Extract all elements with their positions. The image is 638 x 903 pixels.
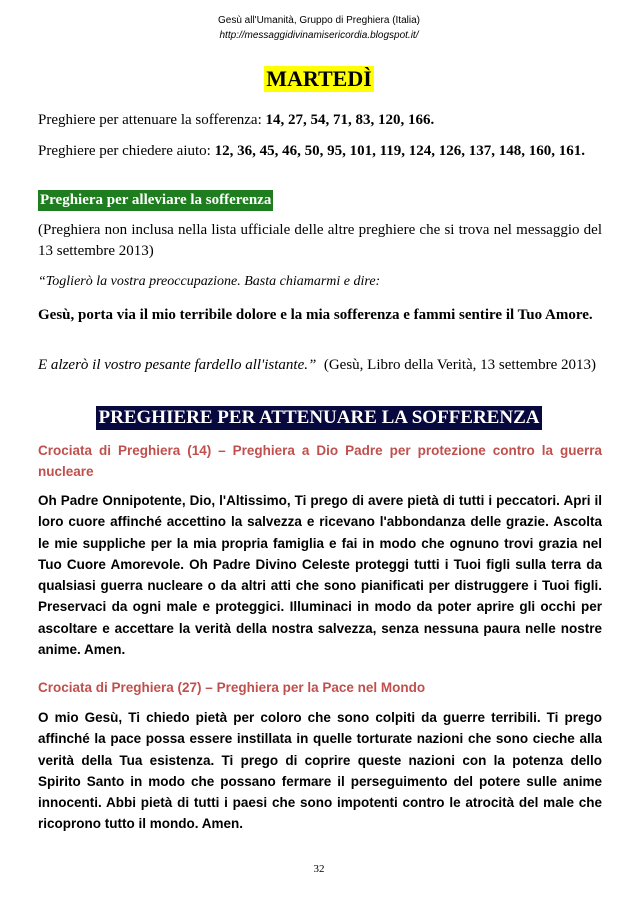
- section-title: PREGHIERE PER ATTENUARE LA SOFFERENZA: [96, 406, 543, 430]
- alleviare-prayer: Gesù, porta via il mio terribile dolore e la mia sofferenza e fammi sentire il Tuo Amore.: [38, 307, 593, 323]
- header-title: Gesù all'Umanità, Gruppo di Preghiera (Italia): [217, 15, 420, 26]
- aiuto-label: Preghiere per chiedere aiuto:: [38, 143, 211, 159]
- alleviare-heading: Preghiera per alleviare la sofferenza: [38, 190, 273, 211]
- alleviare-note: (Preghiera non inclusa nella lista ufficiale delle altre preghiere che si trova nel messaggio del 13 settembre 2013): [38, 222, 602, 259]
- crociata-27-title: Crociata di Preghiera (27) – Preghiera per la Pace nel Mondo: [38, 680, 426, 695]
- crociata-14-text: Oh Padre Onnipotente, Dio, l'Altissimo, Ti prego di avere pietà di tutti i peccatori. Apri il loro cuore affinché accettino la salvezza e ricevano l'abbondanza delle grazie. Ascolta le mie suppliche per la mia propria famiglia e fai in modo che ognuno trovi grazia nel Tuo Cuore Amorevole. Oh Padre Divino Celeste proteggi tutti i Tuoi figli sulla terra da qualsiasi guerra nucleare o da altri atti che sono pianificati per distruggere i Tuoi figli. Preservaci da ogni male e proteggici. Illuminaci in modo da poter aprire gli occhi per ascoltare e accettare la verità della nostra salvezza, senza nessuna paura nelle nostre anime. Amen.: [38, 493, 602, 658]
- intro-attenuare: [38, 110, 602, 131]
- attenuare-numbers: 14, 27, 54, 71, 83, 120, 166.: [265, 112, 435, 128]
- day-title-wrap: [0, 66, 638, 92]
- page-number: 32: [313, 863, 325, 875]
- quote-close: E alzerò il vostro pesante fardello all'istante.”: [38, 357, 317, 373]
- section-title-wrap: [0, 406, 638, 430]
- attenuare-label: Preghiere per attenuare la sofferenza:: [38, 112, 262, 128]
- crociata-14-title: Crociata di Preghiera (14) – Preghiera a Dio Padre per protezione contro la guerra nucleare: [38, 443, 602, 479]
- quote-open: “Toglierò la vostra preoccupazione. Basta chiamarmi e dire:: [38, 274, 381, 289]
- header-url[interactable]: http://messaggidivinamisericordia.blogspot.it/: [219, 30, 419, 41]
- aiuto-numbers: 12, 36, 45, 46, 50, 95, 101, 119, 124, 126, 137, 148, 160, 161.: [214, 143, 586, 159]
- quote-close-block: [38, 355, 602, 376]
- intro-aiuto: [38, 141, 602, 162]
- quote-citation: (Gesù, Libro della Verità, 13 settembre 2013): [323, 357, 596, 373]
- crociata-27-text: O mio Gesù, Ti chiedo pietà per coloro che sono colpiti da guerre terribili. Ti prego affinché la pace possa essere instillata in quelle torturate nazioni che sono cieche alla verità della Tua esistenza. Ti prego di coprire queste nazioni con la potenza dello Spirito Santo in modo che possano fermare il perseguimento del potere sulle anime innocenti. Abbi pietà di tutti i paesi che sono impotenti contro le atrocità del male che ricoprono tutto il mondo. Amen.: [38, 710, 602, 832]
- day-title: MARTEDÌ: [266, 66, 372, 91]
- page-header: [0, 13, 638, 43]
- alleviare-heading-row: [38, 190, 602, 211]
